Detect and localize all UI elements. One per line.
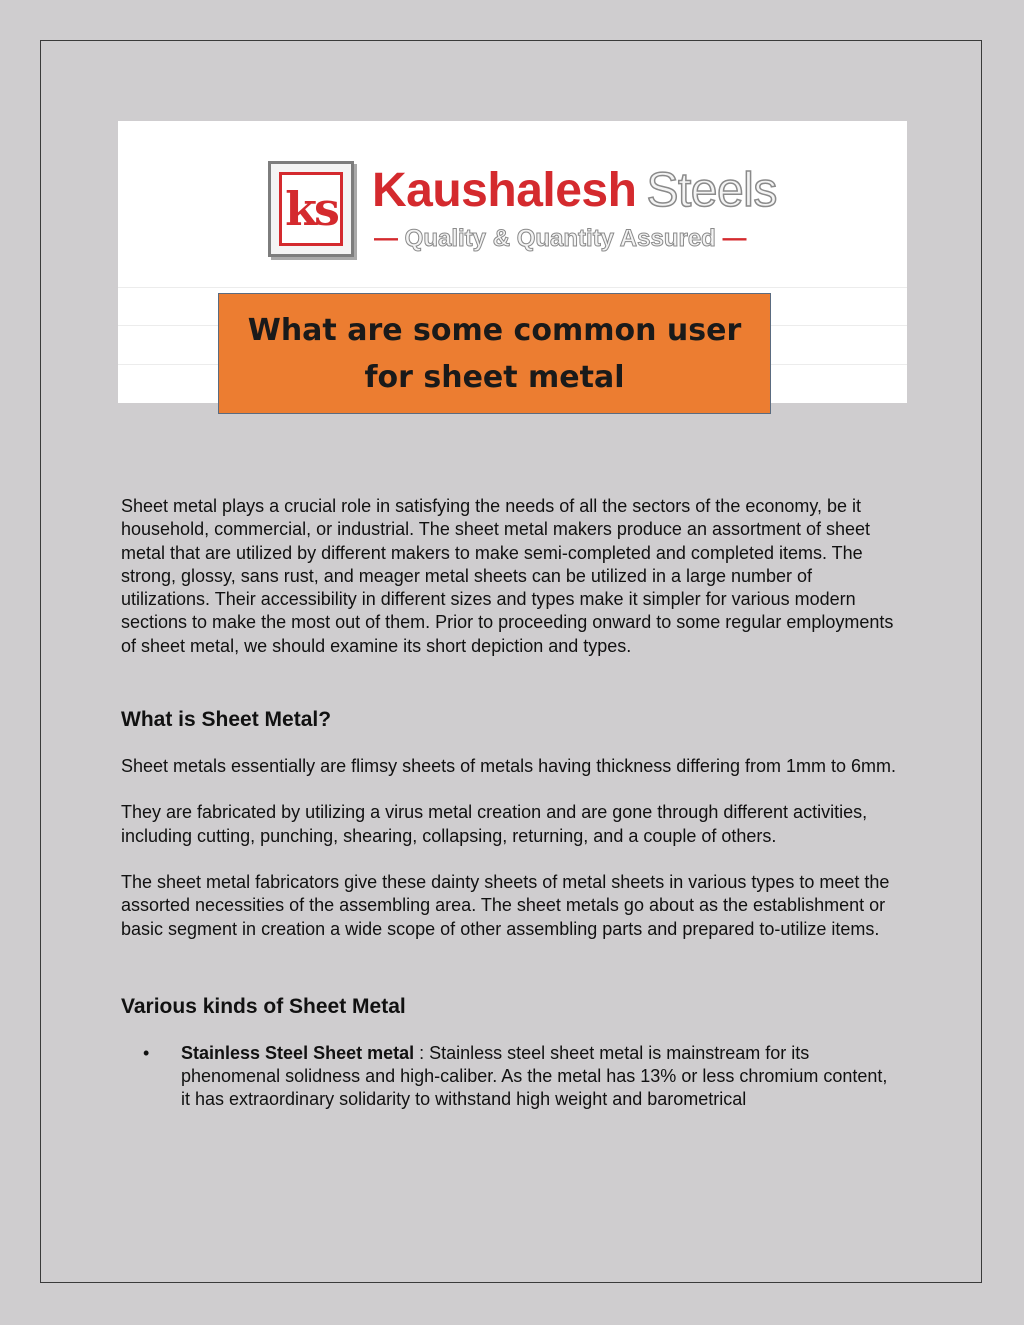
logo-emblem [268,161,354,257]
logo-tagline [374,225,747,253]
bullet-icon: • [143,1042,150,1063]
list-item-text: : Stainless steel sheet metal is mainstream for its phenomenal solidness and high-caliber. As the metal has 13% or less chromium content, it has extraordinary solidarity to withstand high weight and barometrical [181,1042,888,1110]
body-paragraph: Sheet metals essentially are flimsy sheets of metals having thickness differing from 1mm to 6mm. [121,756,896,777]
tagline-text: Quality & Quantity Assured [404,225,716,252]
logo-name-primary: Kaushalesh [372,164,637,217]
article-body [121,495,901,1112]
intro-paragraph: Sheet metal plays a crucial role in satisfying the needs of all the sectors of the economy, be it household, commercial, or industrial. The sheet metal makers produce an assortment of sheet metal that are utilized by different makers to make semi-completed and completed items. The strong, glossy, sans rust, and meager metal sheets can be utilized in a large number of utilizations. Their accessibility in different sizes and types make it simpler for various modern sections to make the most out of them. Prior to proceeding onward to some regular employments of sheet metal, we should examine its short depiction and types. [121,496,894,656]
body-paragraph: They are fabricated by utilizing a virus metal creation and are gone through different activities, including cutting, punching, shearing, collapsing, returning, and a couple of others. [121,802,868,846]
title-box [218,293,771,414]
company-logo [268,161,788,261]
sheet-metal-kinds-list [121,1042,901,1112]
list-item [121,1042,901,1112]
page-title: What are some common user for sheet metal [247,312,742,395]
list-item-term: Stainless Steel Sheet metal [181,1042,415,1063]
body-paragraph: The sheet metal fabricators give these dainty sheets of metal sheets in various types to meet the assorted necessities of the assembling area. The sheet metals go about as the establishment or basic segment in creation a wide scope of other assembling parts and prepared to-utilize items. [121,871,890,939]
document-page [40,40,982,1283]
logo-initials: ks [279,172,343,246]
tagline-dash-left: — [374,225,398,252]
section-heading: What is Sheet Metal? [121,708,332,732]
tagline-dash-right: — [722,225,747,252]
logo-name-secondary: Steels [646,164,777,217]
section-heading: Various kinds of Sheet Metal [121,994,406,1018]
divider [118,287,907,288]
logo-wordmark [372,163,777,218]
